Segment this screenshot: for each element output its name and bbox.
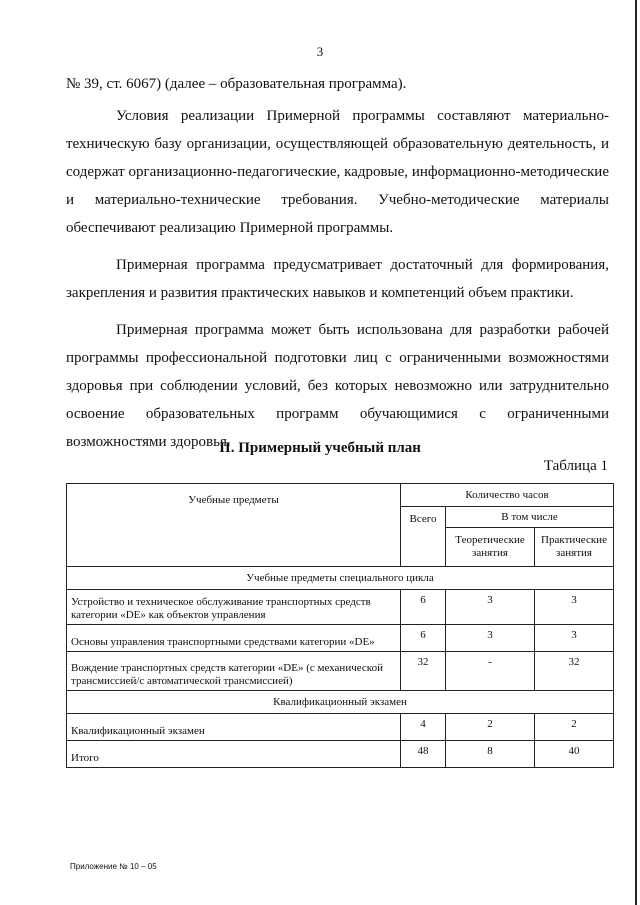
paragraph-3: Примерная программа предусматривает достаточный для формирования, закрепления и развития практических навыков и компетенций объем практики. <box>66 257 609 301</box>
table-row <box>67 652 614 691</box>
row-subject: Основы управления транспортными средствами категории «DE» <box>67 625 401 652</box>
row-subject: Квалификационный экзамен <box>67 714 401 741</box>
curriculum-table <box>66 483 614 768</box>
header-total: Всего <box>401 507 446 567</box>
header-practice: Практические занятия <box>535 528 614 567</box>
header-subjects: Учебные предметы <box>67 484 401 567</box>
footer-note: Приложение № 10 – 05 <box>70 862 157 871</box>
header-hours: Количество часов <box>401 484 614 507</box>
table-row <box>67 590 614 625</box>
table-row <box>67 714 614 741</box>
row-theory: 2 <box>446 714 535 741</box>
section-title: II. Примерный учебный план <box>219 440 421 456</box>
row-total: 48 <box>401 741 446 768</box>
table-row <box>67 625 614 652</box>
row-theory: 8 <box>446 741 535 768</box>
section-qualification-exam: Квалификационный экзамен <box>67 691 614 714</box>
body-text <box>66 70 609 465</box>
row-practice: 40 <box>535 741 614 768</box>
paragraph-1: № 39, ст. 6067) (далее – образовательная программа). <box>66 76 407 92</box>
paragraph-4: Примерная программа может быть использована для разработки рабочей программы профессиональной подготовки лиц с ограниченными возможностями здоровья при соблюдении условий, без которых невозможно или затруднительно освоение образовательных программ обучающимися с ограниченными возможностями здоровья. <box>66 322 609 450</box>
row-theory: 3 <box>446 625 535 652</box>
header-including: В том числе <box>446 507 614 528</box>
table-header-row <box>67 484 614 507</box>
row-total: 32 <box>401 652 446 691</box>
row-subject: Вождение транспортных средств категории «DE» (с механической трансмиссией/с автоматической трансмиссией) <box>67 652 401 691</box>
row-total: 6 <box>401 590 446 625</box>
header-theory: Теоретические занятия <box>446 528 535 567</box>
row-practice: 2 <box>535 714 614 741</box>
row-practice: 32 <box>535 652 614 691</box>
row-theory: - <box>446 652 535 691</box>
table-section-row <box>67 691 614 714</box>
table-section-row <box>67 567 614 590</box>
paragraph-2: Условия реализации Примерной программы составляют материально-техническую базу организации, осуществляющей образовательную деятельность, и содержат организационно-педагогические, кадровые, информационно-методические и материально-технические требования. Учебно-методические материалы обеспечивают реализацию Примерной программы. <box>66 108 609 236</box>
page-number: 3 <box>316 44 324 59</box>
table-row <box>67 741 614 768</box>
row-subject: Итого <box>67 741 401 768</box>
section-special-cycle: Учебные предметы специального цикла <box>67 567 614 590</box>
row-practice: 3 <box>535 625 614 652</box>
row-subject: Устройство и техническое обслуживание транспортных средств категории «DE» как объектов управления <box>67 590 401 625</box>
row-total: 4 <box>401 714 446 741</box>
row-practice: 3 <box>535 590 614 625</box>
row-total: 6 <box>401 625 446 652</box>
table-label: Таблица 1 <box>543 458 608 474</box>
row-theory: 3 <box>446 590 535 625</box>
